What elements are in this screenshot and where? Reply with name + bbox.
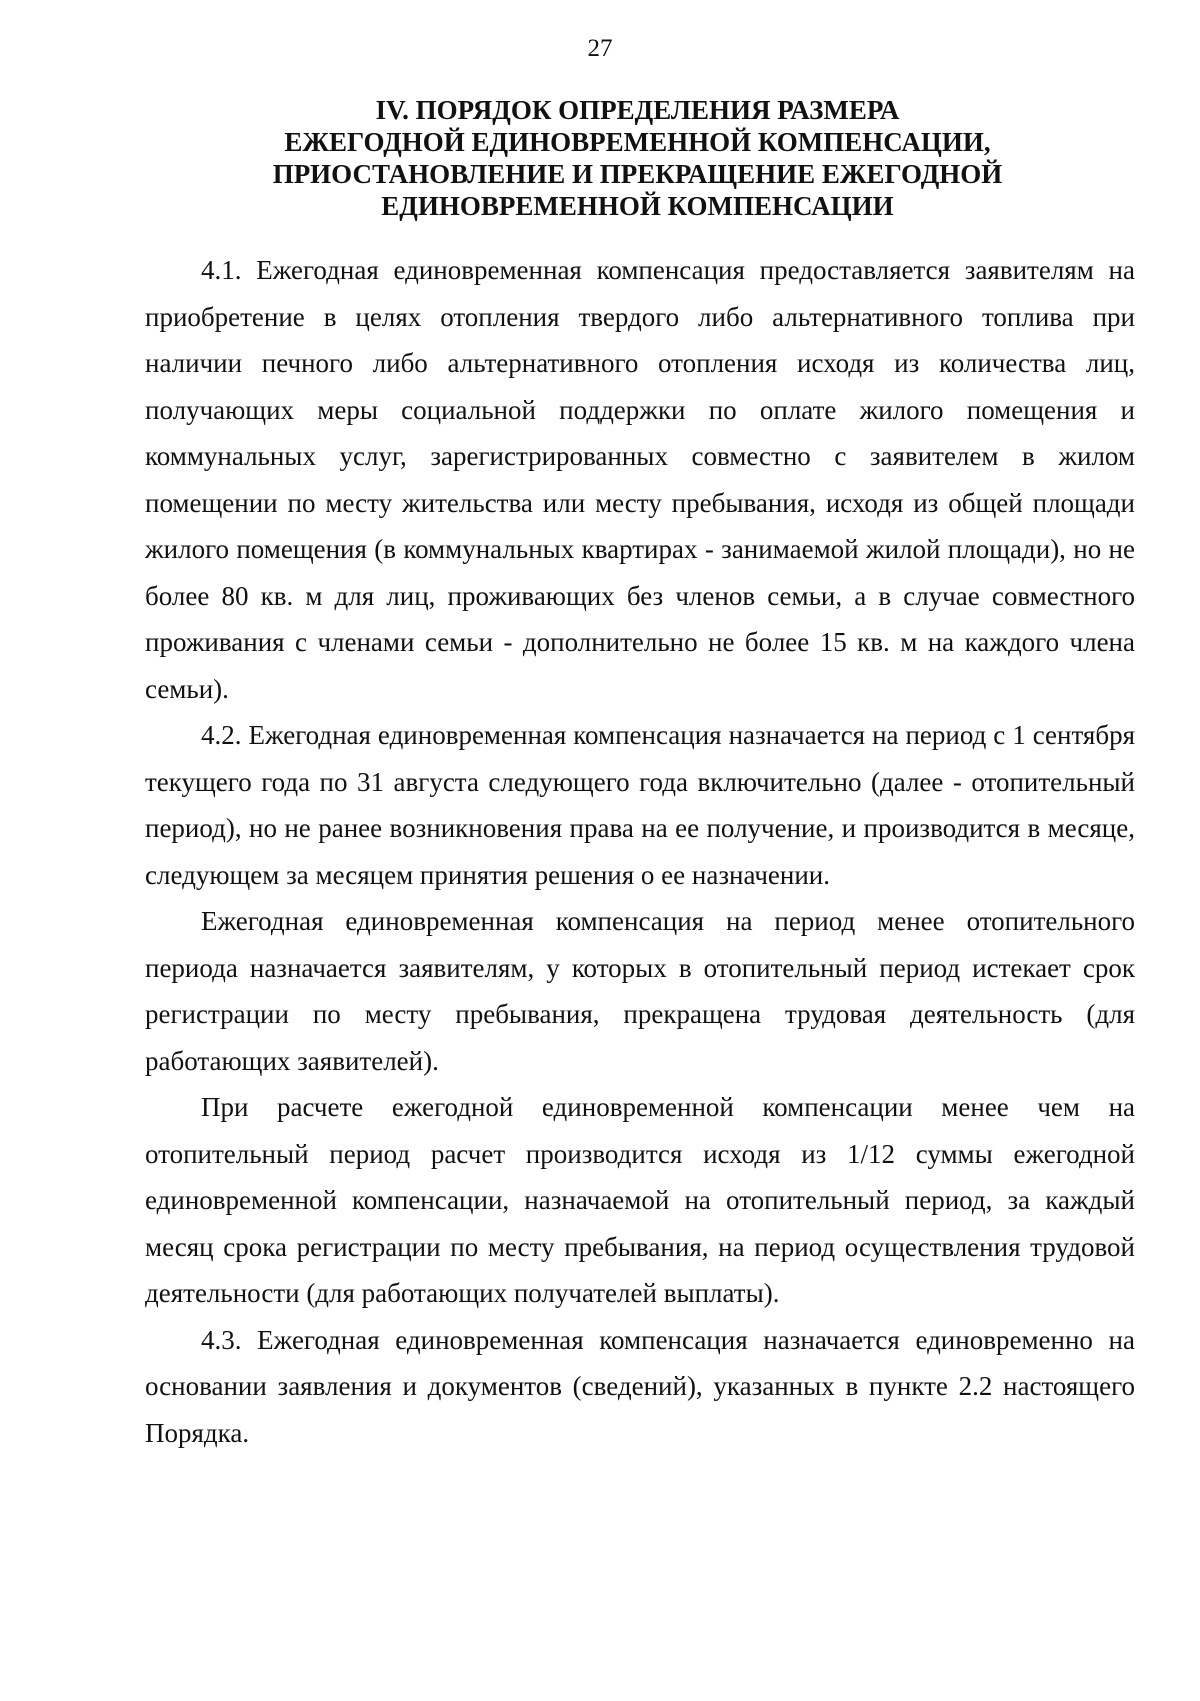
paragraph-calculation: При расчете ежегодной единовременной компенсации менее чем на отопительный период расчет производится исходя из 1/12 суммы ежегодной единовременной компенсации, назначаемой на отопительный период, за каждый месяц срока регистрации по месту пребывания, на период осуществления трудовой деятельности (для работающих получателей выплаты). — [145, 1092, 1135, 1308]
section-heading-line-4: ЕДИНОВРЕМЕННОЙ КОМПЕНСАЦИИ — [381, 191, 894, 221]
page-number: 27 — [587, 35, 613, 62]
section-heading — [140, 94, 1135, 222]
paragraph-short-period: Ежегодная единовременная компенсация на период менее отопительного периода назначается заявителям, у которых в отопительный период истекает срок регистрации по месту пребывания, прекращена трудовая деятельность (для работающих заявителей). — [145, 906, 1135, 1076]
paragraph-4-3: 4.3. Ежегодная единовременная компенсация назначается единовременно на основании заявления и документов (сведений), указанных в пункте 2.2 настоящего Порядка. — [145, 1324, 1135, 1448]
section-heading-line-2: ЕЖЕГОДНОЙ ЕДИНОВРЕМЕННОЙ КОМПЕНСАЦИИ, — [284, 127, 991, 157]
document-body — [145, 247, 1135, 1456]
paragraph-4-2: 4.2. Ежегодная единовременная компенсация назначается на период с 1 сентября текущего года по 31 августа следующего года включительно (далее - отопительный период), но не ранее возникновения права на ее получение, и производится в месяце, следующем за месяцем принятия решения о ее назначении. — [145, 720, 1135, 890]
section-heading-line-1: IV. ПОРЯДОК ОПРЕДЕЛЕНИЯ РАЗМЕРА — [375, 95, 900, 125]
paragraph-4-1: 4.1. Ежегодная единовременная компенсация предоставляется заявителям на приобретение в целях отопления твердого либо альтернативного топлива при наличии печного либо альтернативного отопления исходя из количества лиц, получающих меры социальной поддержки по оплате жилого помещения и коммунальных услуг, зарегистрированных совместно с заявителем в жилом помещении по месту жительства или месту пребывания, исходя из общей площади жилого помещения (в коммунальных квартирах - занимаемой жилой площади), но не более 80 кв. м для лиц, проживающих без членов семьи, а в случае совместного проживания с членами семьи - дополнительно не более 15 кв. м на каждого члена семьи). — [145, 255, 1135, 704]
section-heading-line-3: ПРИОСТАНОВЛЕНИЕ И ПРЕКРАЩЕНИЕ ЕЖЕГОДНОЙ — [272, 159, 1003, 189]
